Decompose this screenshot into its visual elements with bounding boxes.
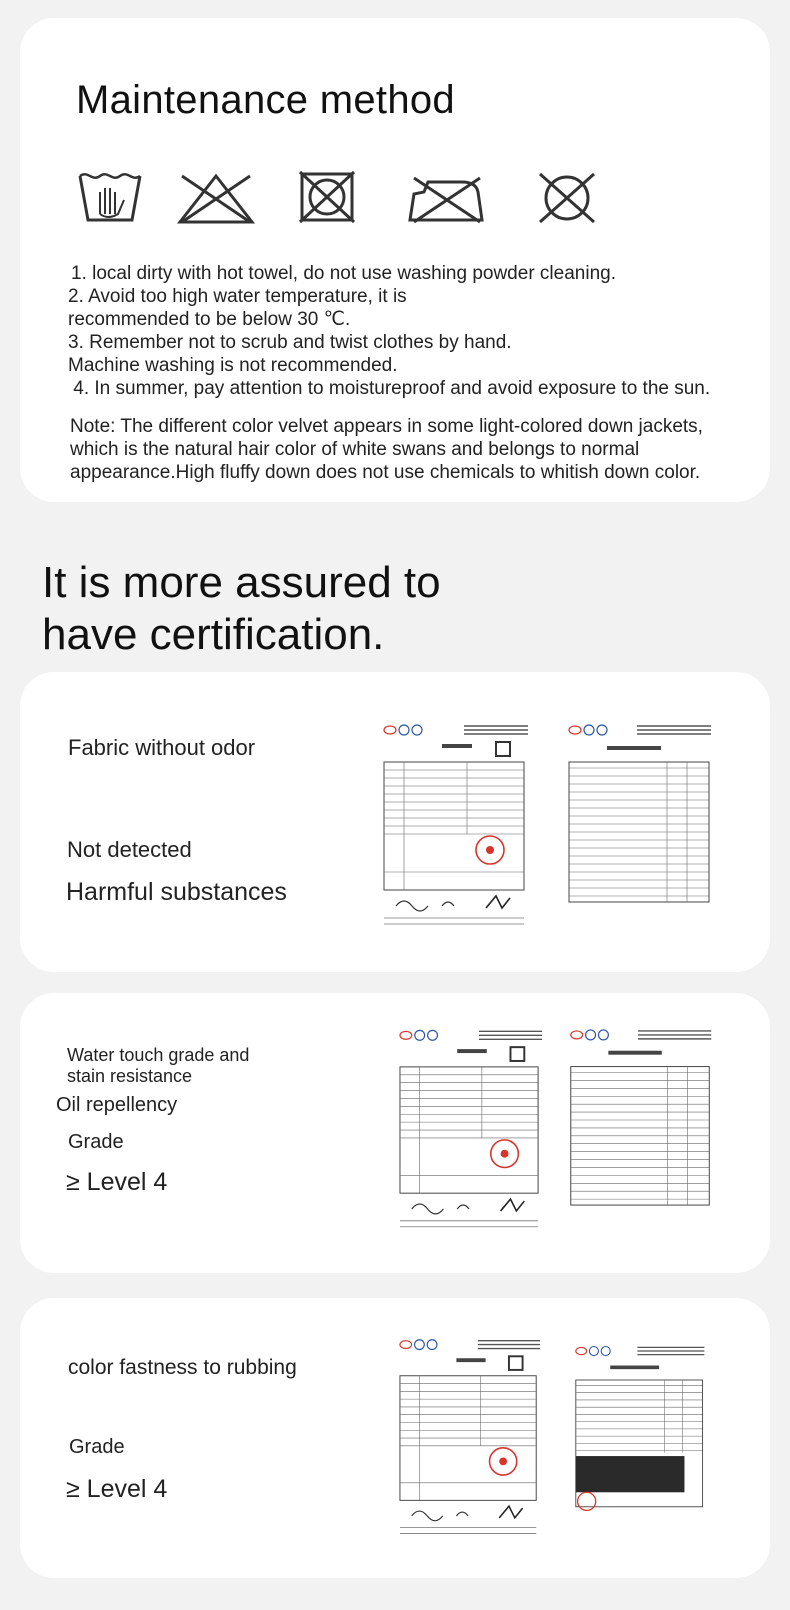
water-touch-line-1: Water touch grade and xyxy=(67,1045,250,1065)
not-detected-label: Not detected xyxy=(67,837,192,862)
grade-value: ≥ Level 4 xyxy=(66,1475,168,1503)
water-touch-label xyxy=(67,1045,249,1087)
report-appendix-image xyxy=(568,1027,716,1211)
certification-headline xyxy=(42,557,441,661)
do-not-dry-clean-icon xyxy=(536,172,598,224)
water-touch-line-2: stain resistance xyxy=(67,1066,193,1086)
test-report-image xyxy=(398,1027,546,1237)
grade-value: ≥ Level 4 xyxy=(66,1168,168,1196)
rule-line: 3. Remember not to scrub and twist clothes by hand. xyxy=(68,332,512,353)
rule-line: 2. Avoid too high water temperature, it is xyxy=(68,286,407,307)
do-not-tumble-dry-icon xyxy=(298,170,356,224)
grade-label: Grade xyxy=(68,1131,124,1153)
oil-repellency-label: Oil repellency xyxy=(56,1094,178,1116)
rule-line: 4. In summer, pay attention to moistureproof and avoid exposure to the sun. xyxy=(68,378,711,399)
care-instructions xyxy=(68,262,768,400)
rule-line: Machine washing is not recommended. xyxy=(68,355,398,376)
headline-line-2: have certification. xyxy=(42,610,385,659)
do-not-iron-icon xyxy=(406,174,486,224)
rule-line: recommended to be below 30 ℃. xyxy=(68,309,351,330)
report-appendix-image xyxy=(567,722,715,908)
rule-line: 1. local dirty with hot towel, do not use washing powder cleaning. xyxy=(71,263,616,284)
grade-label: Grade xyxy=(69,1436,125,1458)
note-text: Note: The different color velvet appears in some light-colored down jackets, which is the natural hair color of white swans and belongs to normal appearance.High fluffy down does not use chemicals to whitish down color. xyxy=(70,416,703,483)
headline-line-1: It is more assured to xyxy=(42,558,441,607)
maintenance-title: Maintenance method xyxy=(76,78,455,122)
do-not-bleach-icon xyxy=(176,172,256,224)
report-appendix-image xyxy=(574,1340,708,1516)
test-report-image xyxy=(382,722,532,934)
test-report-image xyxy=(398,1336,544,1544)
odor-label: Fabric without odor xyxy=(68,735,256,760)
hand-wash-icon xyxy=(78,170,142,224)
rubbing-label: color fastness to rubbing xyxy=(68,1356,297,1379)
harmful-substances-label: Harmful substances xyxy=(66,878,287,906)
